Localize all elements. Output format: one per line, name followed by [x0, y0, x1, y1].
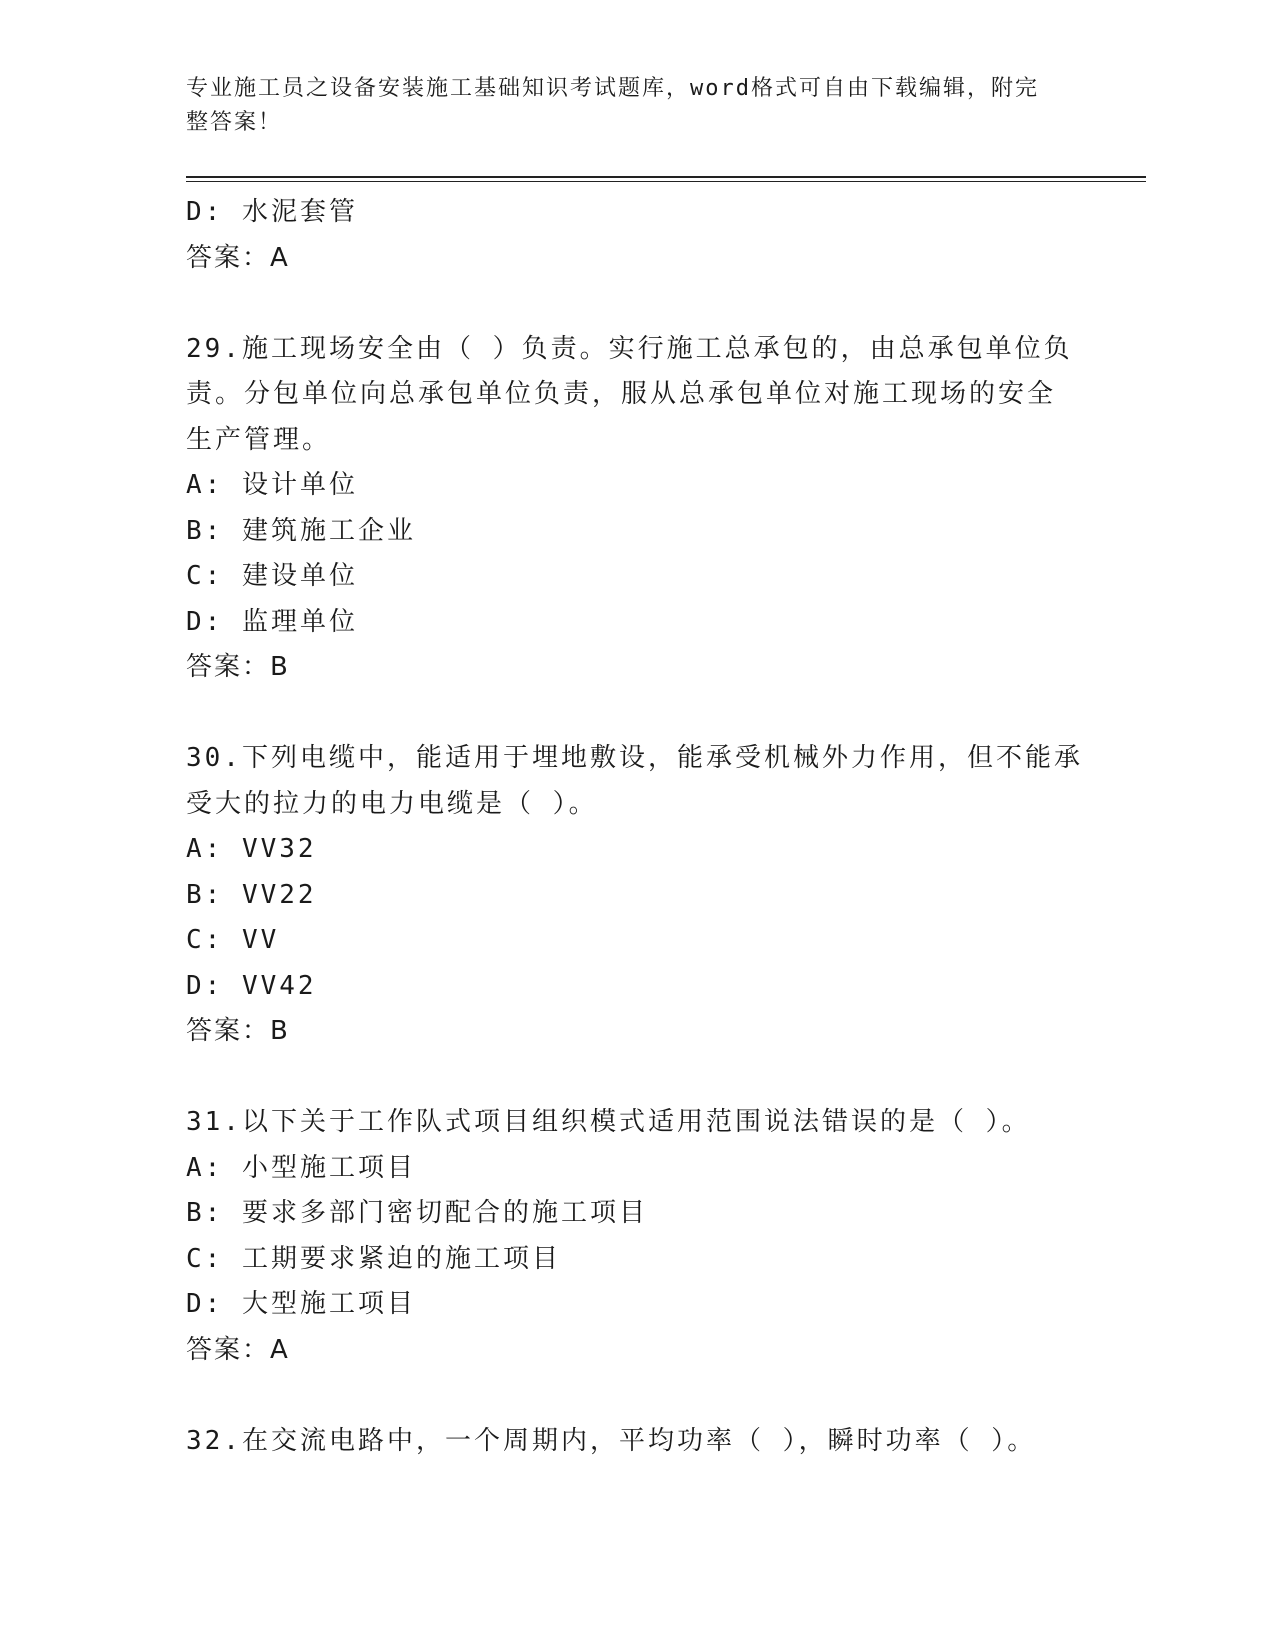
option-d: D: VV42: [186, 970, 317, 1001]
document-body: [186, 190, 1086, 1464]
header-divider-thick: [186, 176, 1146, 178]
option-c: C: VV: [186, 925, 280, 955]
question-text: 责。分包单位向总承包单位负责，服从总承包单位对施工现场的安全: [186, 379, 1057, 409]
header-divider-thin: [186, 181, 1146, 182]
question-31: [186, 1100, 1086, 1373]
answer-line: 答案：B: [186, 1016, 290, 1046]
option-b: B: 要求多部门密切配合的施工项目: [186, 1198, 648, 1228]
question-32: [186, 1419, 1086, 1465]
answer-line: 答案：B: [186, 652, 290, 682]
document-header: [186, 72, 1086, 140]
option-b: B: 建筑施工企业: [186, 515, 416, 546]
spacer: [186, 691, 1086, 737]
question-text: 29.施工现场安全由（ ）负责。实行施工总承包的，由总承包单位负: [186, 333, 1073, 364]
question-29: [186, 327, 1086, 691]
option-a: A: VV32: [186, 834, 317, 864]
option-d: D: 水泥套管: [186, 197, 358, 227]
option-a: A: 小型施工项目: [186, 1152, 416, 1183]
previous-question-tail: [186, 190, 1086, 281]
option-d: D: 监理单位: [186, 606, 358, 637]
spacer: [186, 281, 1086, 327]
spacer: [186, 1373, 1086, 1419]
option-b: B: VV22: [186, 879, 317, 910]
answer-line: 答案：A: [186, 1334, 290, 1365]
option-d: D: 大型施工项目: [186, 1289, 416, 1319]
question-text: 30.下列电缆中，能适用于埋地敷设，能承受机械外力作用，但不能承: [186, 743, 1083, 773]
option-a: A: 设计单位: [186, 470, 358, 500]
header-line-1: 专业施工员之设备安装施工基础知识考试题库，word格式可自由下载编辑，附完: [186, 76, 1039, 101]
option-c: C: 工期要求紧迫的施工项目: [186, 1243, 561, 1274]
answer-line: 答案：A: [186, 242, 290, 273]
question-text: 32.在交流电路中，一个周期内，平均功率（ ），瞬时功率（ ）。: [186, 1425, 1037, 1456]
option-c: C: 建设单位: [186, 561, 358, 591]
question-30: [186, 736, 1086, 1055]
question-text: 31.以下关于工作队式项目组织模式适用范围说法错误的是（ ）。: [186, 1107, 1031, 1137]
question-text: 生产管理。: [186, 424, 332, 455]
header-line-2: 整答案！: [186, 110, 283, 135]
spacer: [186, 1055, 1086, 1101]
question-text: 受大的拉力的电力电缆是（ ）。: [186, 788, 598, 819]
